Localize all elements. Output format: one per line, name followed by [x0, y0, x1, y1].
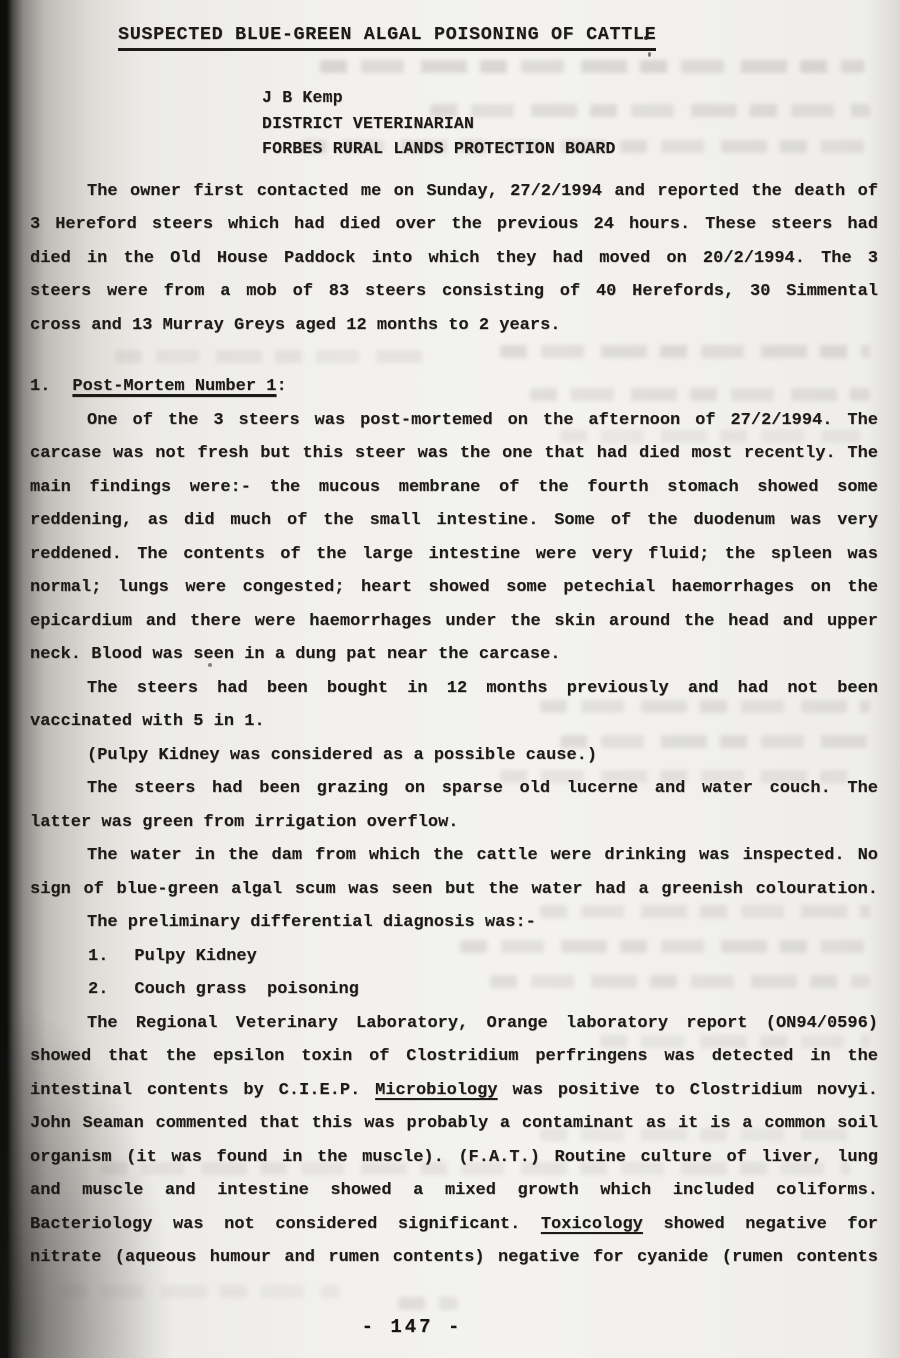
paragraph	[30, 1007, 878, 1275]
paragraph-line: carcase was not fresh but this steer was the one that had died most recently. The	[30, 444, 878, 463]
paragraph-line: The preliminary differential diagnosis was:-	[87, 913, 536, 932]
document	[30, 24, 878, 1275]
binding-shadow	[0, 0, 14, 1358]
paragraph-line: normal; lungs were congested; heart showed some petechial haemorrhages on the	[30, 578, 878, 597]
bleedthrough-artifact	[398, 1297, 458, 1310]
author-role: DISTRICT VETERINARIAN	[262, 113, 475, 133]
paragraph	[30, 839, 878, 906]
document-title: SUSPECTED BLUE-GREEN ALGAL POISONING OF CATTLE	[118, 24, 656, 51]
paragraph-line: (Pulpy Kidney was considered as a possible cause.)	[87, 745, 598, 765]
paragraph	[30, 906, 878, 940]
paragraph-line: 3 Hereford steers which had died over the previous 24 hours. These steers had	[30, 215, 878, 234]
paragraph-line: John Seaman commented that this was probably a contaminant as it is a common soil	[30, 1114, 878, 1133]
section-number: 1.	[30, 377, 51, 396]
title-row	[118, 24, 878, 51]
paragraph-line: main findings were:- the mucous membrane of the fourth stomach showed some	[30, 477, 878, 497]
paragraph-line: cross and 13 Murray Greys aged 12 months to 2 years.	[30, 315, 561, 335]
list-item	[30, 940, 878, 974]
section-title-suffix: :	[276, 377, 287, 396]
paragraph-line: The steers had been bought in 12 months previously and had not been	[87, 678, 878, 698]
paragraph	[30, 404, 878, 672]
paragraph	[30, 739, 878, 773]
text-segment: Bacteriology was not considered significant.	[30, 1214, 541, 1234]
paragraph-line: epicardium and there were haemorrhages under the skin around the head and upper	[30, 611, 878, 631]
paragraph	[30, 772, 878, 839]
author-name: J B Kemp	[262, 88, 343, 107]
text-segment: showed negative for	[642, 1214, 878, 1234]
paragraph-line: and muscle and intestine showed a mixed growth which included coliforms.	[30, 1181, 878, 1200]
paragraph-line: nitrate (aqueous humour and rumen contents) negative for cyanide (rumen contents	[30, 1248, 878, 1267]
list-item-label: Pulpy Kidney	[134, 946, 257, 966]
paragraph-line: reddening, as did much of the small intestine. Some of the duodenum was very	[30, 511, 878, 530]
paragraph-line: vaccinated with 5 in 1.	[30, 712, 265, 731]
paragraph-line: steers were from a mob of 83 steers consisting of 40 Herefords, 30 Simmental	[30, 282, 878, 301]
paragraph-line: One of the 3 steers was post-mortemed on the afternoon of 27/2/1994. The	[87, 410, 878, 430]
paragraph-line: neck. Blood was seen in a dung pat near the carcase.	[30, 645, 561, 664]
paragraph-line: sign of blue-green algal scum was seen but the water had a greenish colouration.	[30, 879, 878, 899]
list-item-label: Couch grass poisoning	[134, 980, 359, 999]
paragraph-line: The water in the dam from which the cattle were drinking was inspected. No	[87, 846, 878, 865]
section-title: Post-Mortem Number 1	[72, 377, 277, 396]
document-body	[30, 175, 878, 1275]
paragraph-line: organism (it was found in the muscle). (F.A.T.) Routine culture of liver, lung	[30, 1147, 878, 1167]
underlined-term: Toxicology	[540, 1214, 643, 1234]
bleedthrough-artifact	[60, 1285, 340, 1298]
paragraph	[30, 175, 878, 343]
text-segment: intestinal contents by C.I.E.P.	[30, 1080, 376, 1100]
list-marker: 1.	[88, 946, 109, 966]
paragraph-line: The steers had been grazing on sparse old lucerne and water couch. The	[87, 779, 878, 798]
list-item	[30, 973, 878, 1007]
paragraph-line: latter was green from irrigation overflow.	[30, 812, 459, 832]
list-marker: 2.	[88, 980, 109, 999]
paragraph-line: The Regional Veterinary Laboratory, Orange laboratory report (ON94/0596)	[87, 1013, 878, 1033]
underlined-term: Microbiology	[375, 1080, 498, 1100]
paragraph-line: The owner first contacted me on Sunday, 27/2/1994 and reported the death of	[87, 181, 878, 201]
paragraph-line	[30, 1208, 878, 1242]
author-block	[262, 85, 878, 162]
text-segment: was positive to Clostridium novyi.	[497, 1080, 879, 1100]
paragraph-line	[30, 1074, 878, 1108]
paragraph	[30, 672, 878, 739]
author-organisation: FORBES RURAL LANDS PROTECTION BOARD	[262, 139, 616, 158]
section-heading	[30, 370, 878, 404]
page-number: - 147 -	[361, 1316, 463, 1338]
paragraph-line: reddened. The contents of the large intestine were very fluid; the spleen was	[30, 544, 878, 564]
paragraph-line: died in the Old House Paddock into which they had moved on 20/2/1994. The 3	[30, 248, 878, 268]
paragraph-line: showed that the epsilon toxin of Clostridium perfringens was detected in the	[30, 1047, 878, 1066]
